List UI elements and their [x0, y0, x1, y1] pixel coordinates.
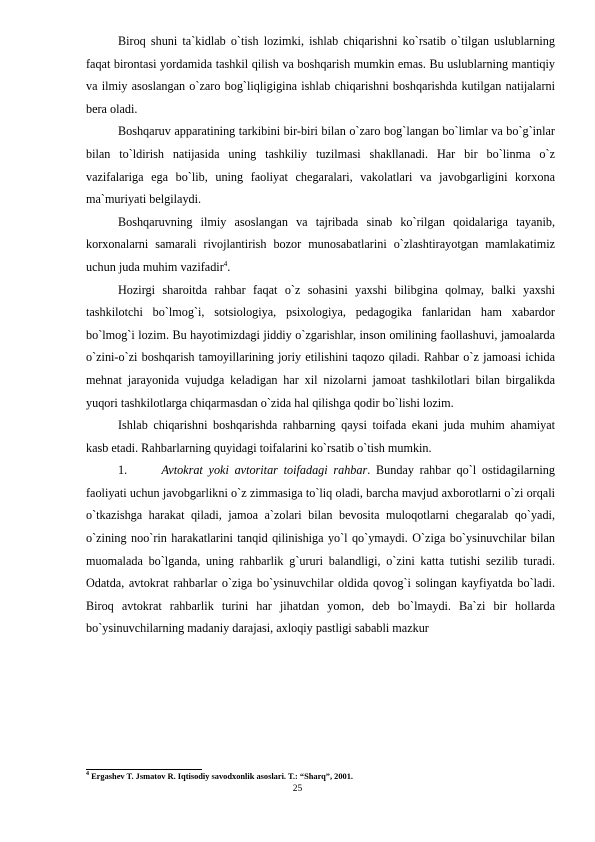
- list-item-text: Bunday rahbar qo`l ostidagilarning faoliyati uchun javobgarlikni o`z zimmasiga to`liq oladi, barcha mavjud axborotlarni o`zi orqali o`tkazishga harakat qiladi, jamoa a`zolari bilan bevosita muloqotlarni chegaralab qo`yadi, o`zining noo`rin harakatlarini tanqid qilinishiga yo`l qo`ymaydi. O`ziga bo`ysinuvchilar bilan muomalada bo`lganda, uning rahbarlik g`ururi balandligi, o`zini katta tutishi sezilib turadi. Odatda, avtokrat rahbarlar o`ziga bo`ysinuvchilar oldida qovog`i solingan kayfiyatda bo`ladi. Biroq avtokrat rahbarlik turini har jihatdan yomon, deb bo`lmaydi. Ba`zi bir hollarda bo`ysinuvchilarning madaniy darajasi, axloqiy pastligi sababli mazkur: [86, 463, 555, 636]
- list-item-title-end: .: [367, 463, 371, 478]
- footnote-mark: 4: [86, 771, 89, 778]
- list-item-title: Avtokrat yoki avtoritar toifadagi rahbar: [161, 463, 368, 478]
- list-item-1: [86, 459, 555, 640]
- footnote: [86, 771, 555, 782]
- paragraph-4: Hozirgi sharoitda rahbar faqat o`z sohasini yaxshi bilibgina qolmay, balki yaxshi tashkilotchi bo`lmog`i, sotsiologiya, psixologiya, pedagogika fanlaridan ham xabardor bo`lmog`i lozim. Bu hayotimizdagi jiddiy o`zgarishlar, inson omilining faollashuvi, jamoalarda o`zini-o`zi boshqarish tamoyillarining joriy etilishini taqozo qiladi. Rahbar o`z jamoasi ichida mehnat jarayonida vujudga keladigan har xil nizolarni jamoat tashkilotlari bilan birgalikda yuqori tashkilotlarga chiqarmasdan o`zida hal qilishga qodir bo`lishi lozim.: [86, 282, 555, 410]
- list-item-number: 1.: [118, 463, 128, 478]
- footnote-divider: [86, 769, 202, 770]
- paragraph-5: Ishlab chiqarishni boshqarishda rahbarning qaysi toifada ekani juda muhim ahamiyat kasb etadi. Rahbarlarning quyidagi toifalarini ko`rsatib o`tish mumkin.: [86, 418, 555, 455]
- page-body: [86, 30, 555, 640]
- paragraph-3-text: Boshqaruvning ilmiy asoslangan va tajribada sinab ko`rilgan qoidalariga tayanib, korxonalarni samarali rivojlantirish bozor munosabatlarini o`zlashtirayotgan mamlakatimiz uchun juda muhim vazifadir: [86, 214, 555, 274]
- paragraph-2: Boshqaruv apparatining tarkibini bir-biri bilan o`zaro bog`langan bo`limlar va bo`g`inlar bilan to`ldirish natijasida uning tashkiliy tuzilmasi shakllanadi. Har bir bo`linma o`z vazifalariga ega bo`lib, uning faoliyat chegaralari, vakolatlari va javobgarligini korxona ma`muriyati belgilaydi.: [86, 124, 555, 207]
- footnote-reference[interactable]: 4: [223, 259, 228, 268]
- paragraph-1: Biroq shuni ta`kidlab o`tish lozimki, ishlab chiqarishni ko`rsatib o`tilgan uslublarning faqat birontasi yordamida tashkil qilish va boshqarish mumkin emas. Bu uslublarning mantiqiy va ilmiy asoslangan o`zaro bog`liqligigina ishlab chiqarishni boshqarishda kutilgan natijalarni bera oladi.: [86, 34, 555, 116]
- paragraph-3: [86, 211, 555, 279]
- page-number: 25: [292, 784, 303, 794]
- footnote-text: Ergashev T. Jsmatov R. Iqtisodiy savodxonlik asoslari. T.: “Sharq”, 2001.: [89, 772, 354, 781]
- paragraph-3-end: .: [227, 259, 231, 274]
